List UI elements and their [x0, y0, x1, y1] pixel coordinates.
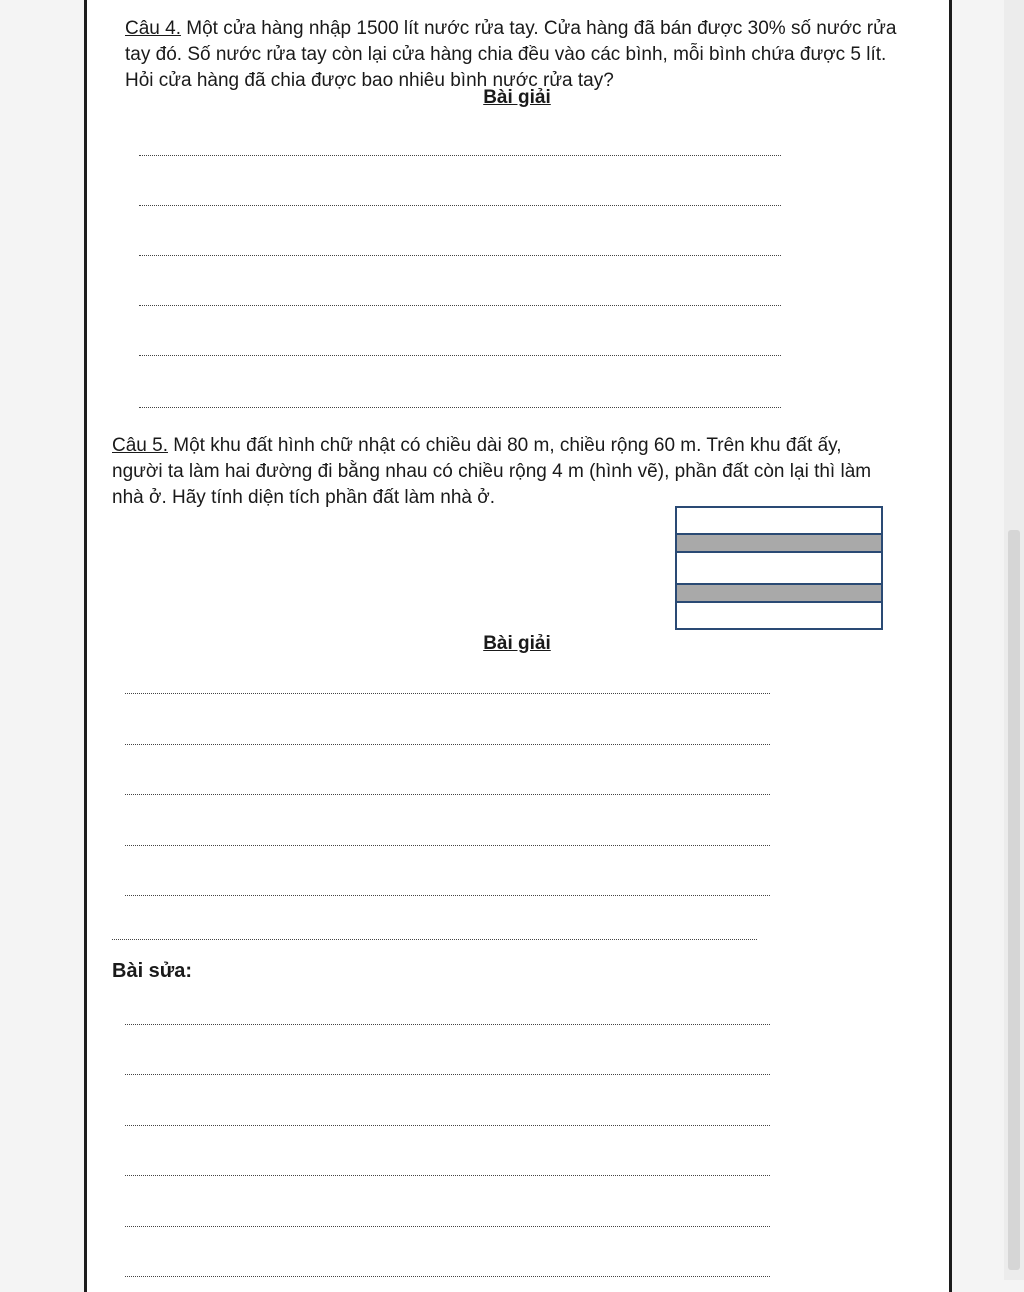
answer-line — [125, 1226, 770, 1227]
answer-line — [139, 407, 781, 408]
answer-line — [112, 939, 757, 940]
road-strip-1 — [677, 533, 881, 553]
answer-line — [139, 255, 781, 256]
answer-line — [125, 693, 770, 694]
answer-line — [125, 895, 770, 896]
answer-line — [139, 305, 781, 306]
worksheet-page — [84, 0, 952, 1292]
answer-line — [125, 845, 770, 846]
answer-line — [125, 1074, 770, 1075]
solution-5-heading: Bài giải — [483, 633, 551, 654]
answer-line — [125, 1175, 770, 1176]
answer-line — [125, 1125, 770, 1126]
answer-line — [139, 155, 781, 156]
solution-4-heading: Bài giải — [483, 87, 551, 108]
land-plot-figure — [675, 506, 883, 630]
question-4-text: Một cửa hàng nhập 1500 lít nước rửa tay. Cửa hàng đã bán được 30% số nước rửa tay đó. Số nước rửa tay còn lại cửa hàng chia đều vào các bình, mỗi bình chứa được 5 lít. Hỏi cửa hàng đã chia được bao nhiêu bình nước rửa tay? — [125, 18, 897, 91]
correction-title: Bài sửa: — [112, 960, 193, 982]
answer-line — [139, 355, 781, 356]
scrollbar-thumb[interactable] — [1008, 530, 1020, 1270]
question-4 — [125, 16, 915, 94]
question-5 — [112, 433, 897, 511]
answer-line — [125, 794, 770, 795]
question-5-text: Một khu đất hình chữ nhật có chiều dài 80 m, chiều rộng 60 m. Trên khu đất ấy, người ta làm hai đường đi bằng nhau có chiều rộng 4 m (hình vẽ), phần đất còn lại thì làm nhà ở. Hãy tính diện tích phần đất làm nhà ở. — [112, 435, 872, 508]
answer-line — [125, 1276, 770, 1277]
question-4-label: Câu 4. — [125, 18, 181, 39]
answer-line — [139, 205, 781, 206]
road-strip-2 — [677, 583, 881, 603]
answer-line — [125, 1024, 770, 1025]
answer-line — [125, 744, 770, 745]
question-5-label: Câu 5. — [112, 435, 168, 456]
